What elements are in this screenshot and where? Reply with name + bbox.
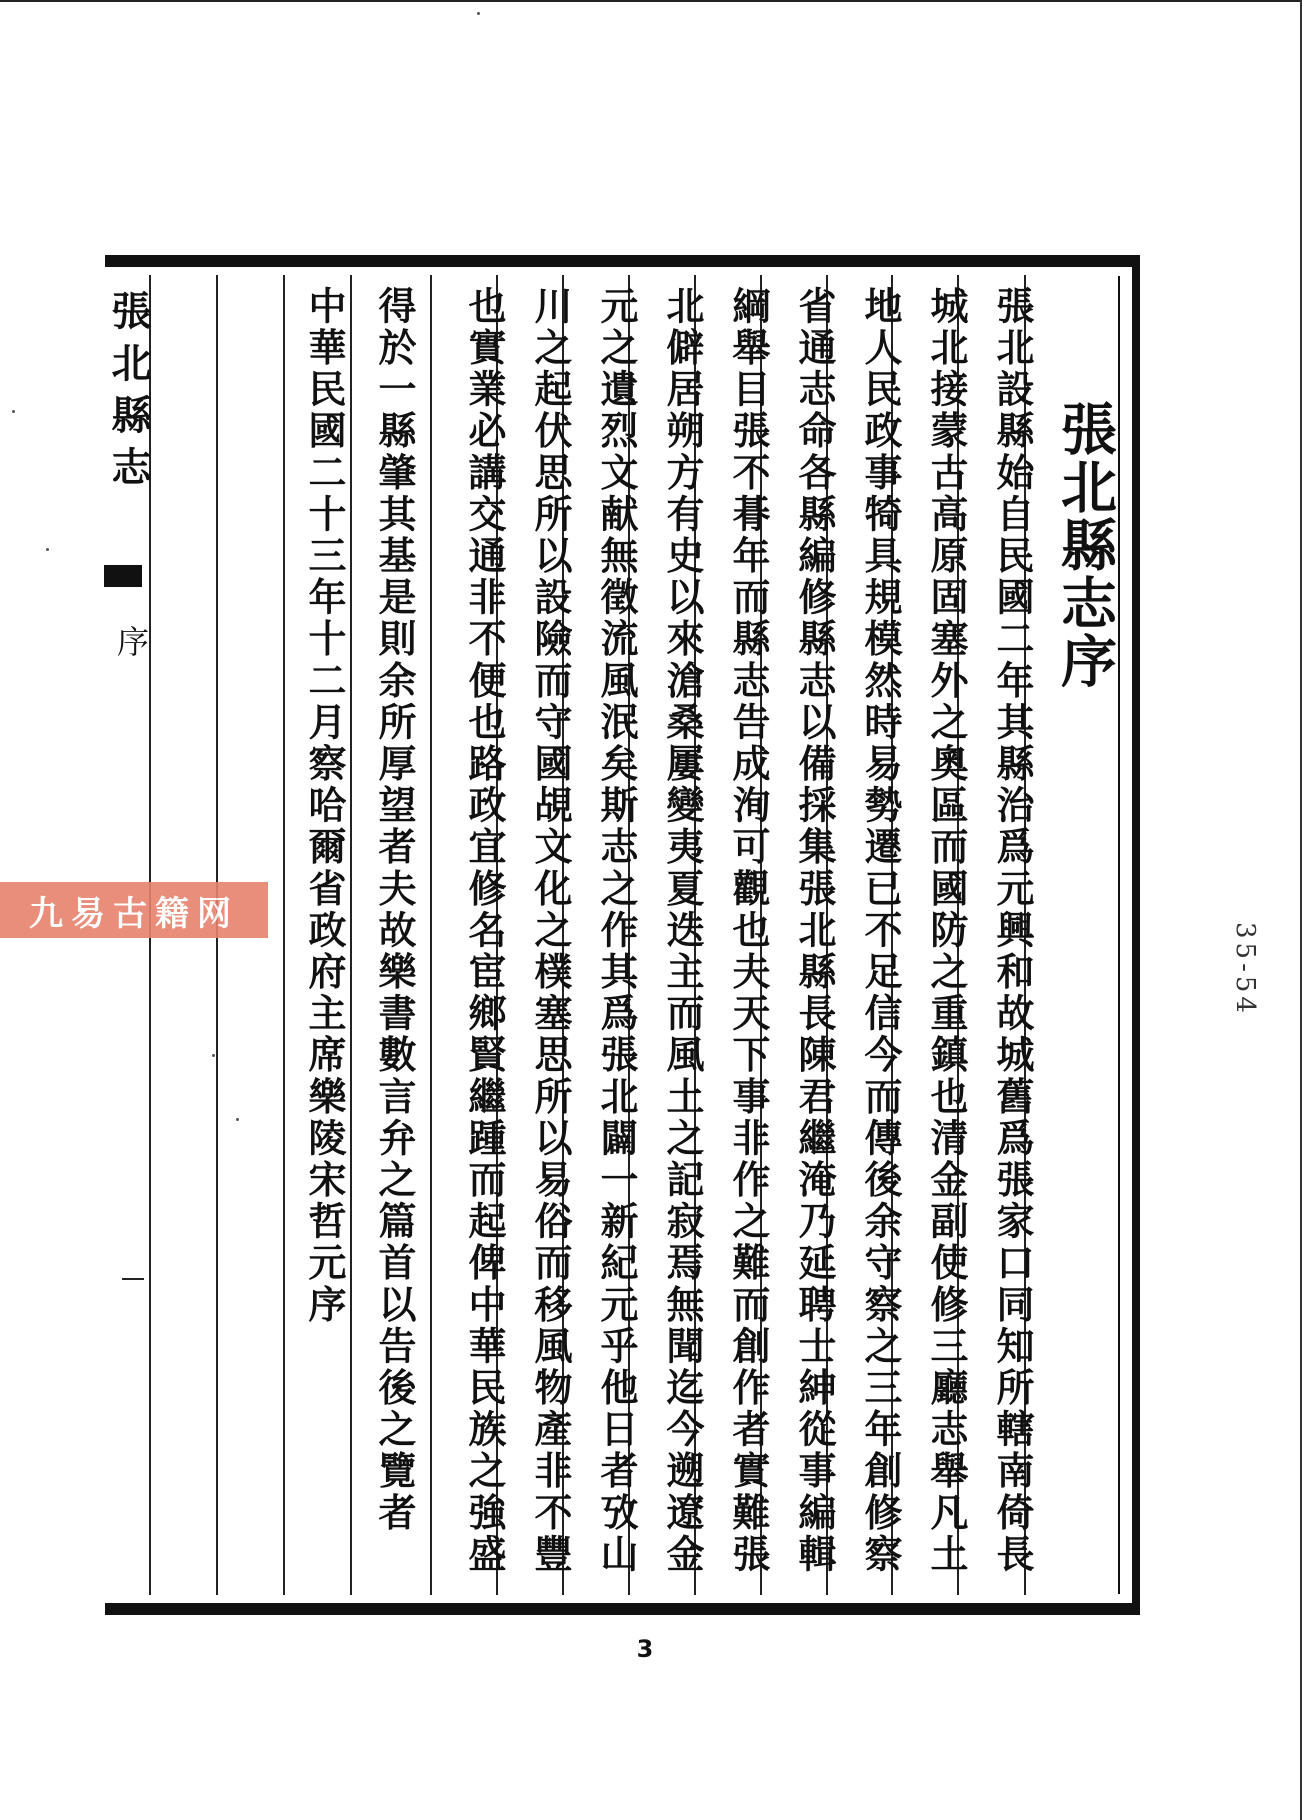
scan-speck (46, 548, 49, 551)
margin-folio-dash (122, 1278, 144, 1280)
text-column-3: 地人民政事犄具規模然時易勢遷已不足信今而傳後余守察之三年創修察 (858, 286, 903, 1576)
scan-speck (236, 1118, 239, 1121)
text-column-5: 綱舉目張不朞年而縣志告成洵可觀也夫天下事非作之難而創作者實難張 (726, 286, 771, 1576)
handwritten-note: 35-54 (1230, 922, 1260, 1017)
watermark-banner: 九易古籍网 (0, 882, 268, 938)
page-top-edge (0, 0, 1302, 2)
column-rule (430, 275, 432, 1595)
scan-speck (12, 410, 15, 413)
document-title: 張北縣志序 (1052, 400, 1118, 690)
margin-book-title: 張北縣志 (105, 290, 152, 498)
text-column-10: 得於一縣肇其基是則余所厚望者夫故樂書數言弁之篇首以告後之覽者 (372, 286, 417, 1534)
text-column-7: 元之遺烈文献無徵流風泯矣斯志之作其爲張北闢一新紀元乎他日者攷山 (594, 286, 639, 1576)
page-number: 3 (636, 1635, 654, 1663)
scan-speck (212, 1054, 215, 1057)
margin-fishtail-mark (104, 565, 142, 587)
scan-speck (477, 12, 480, 15)
column-rule (283, 275, 285, 1595)
text-column-4: 省通志命各縣編修縣志以備採集張北縣長陳君繼淹乃延聘士紳從事編輯 (792, 286, 837, 1576)
text-column-6: 北僻居朔方有史以來滄桑屢變夷夏迭主而風土之記寂焉無聞迄今遡遼金 (660, 286, 705, 1576)
date-signature-column: 中華民國二十三年十二月察哈爾省政府主席樂陵宋哲元序 (302, 286, 347, 1326)
text-column-8: 川之起伏思所以設險而守國覘文化之樸塞思所以易俗而移風物產非不豐 (528, 286, 573, 1576)
margin-section-label: 序 (112, 625, 150, 657)
text-column-1: 張北設縣始自民國二年其縣治爲元興和故城舊爲張家口同知所轄南倚長 (990, 286, 1035, 1576)
text-column-2: 城北接蒙古高原固塞外之奧區而國防之重鎮也清金副使修三廳志舉凡土 (924, 286, 969, 1576)
text-column-9: 也實業必講交通非不便也路政宜修名宦鄉賢繼踵而起俾中華民族之強盛 (462, 286, 507, 1576)
